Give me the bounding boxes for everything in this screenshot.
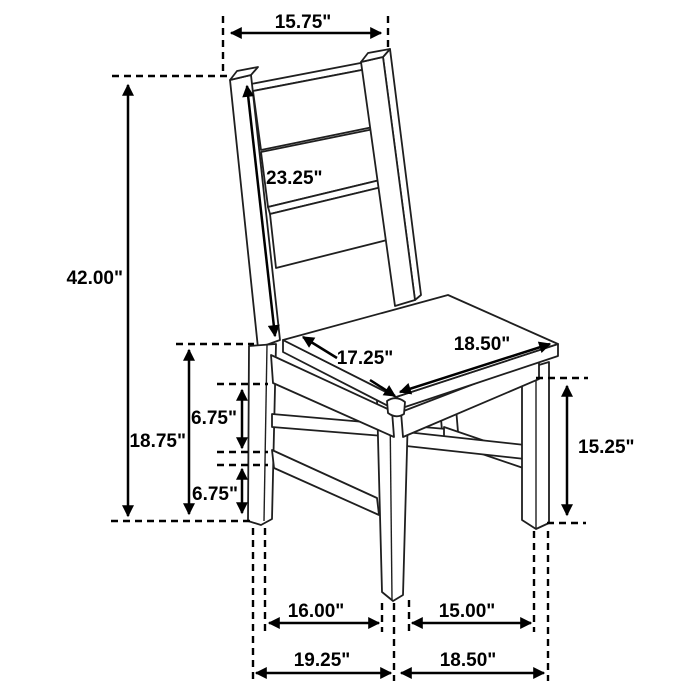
chair-illustration <box>230 49 558 601</box>
label-floor-to-rail-right: 15.25" <box>578 437 635 458</box>
label-back-post-length: 23.25" <box>266 168 323 189</box>
label-inner-span-right: 15.00" <box>438 601 496 622</box>
label-seat-height: 18.75" <box>129 431 186 452</box>
label-seat-width: 18.50" <box>453 334 511 355</box>
label-overall-height: 42.00" <box>66 268 123 289</box>
label-base-span-right: 18.50" <box>439 650 497 671</box>
label-back-top-width: 15.75" <box>274 12 332 33</box>
label-base-span-left: 19.25" <box>293 650 351 671</box>
chair-seat <box>271 295 558 437</box>
label-inner-span-left: 16.00" <box>287 601 345 622</box>
seat-front-corner-cap <box>387 398 405 416</box>
label-seat-depth: 17.25" <box>336 348 394 369</box>
label-stretcher-to-floor: 6.75" <box>192 484 238 505</box>
left-stretcher <box>272 450 379 515</box>
label-rail-to-stretcher: 6.75" <box>191 408 237 429</box>
